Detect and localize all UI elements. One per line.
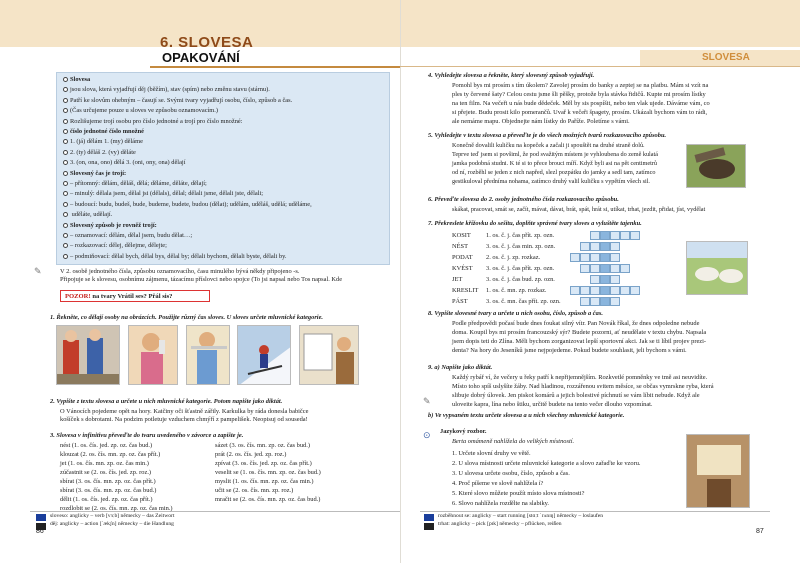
jazyk-item: 3. U slovesa určete osobu, číslo, způsob a čas. — [452, 470, 570, 477]
bullet-icon — [63, 87, 68, 92]
task3-item: dělit (1. os. čís. jed. zp. oz. čas přít.) — [60, 496, 153, 503]
header-rule — [400, 66, 800, 67]
crossword-word: PÁST — [452, 298, 468, 305]
task-heading: 9. a) Napište jako diktát. — [428, 364, 493, 371]
crossword-clue: 1. os. č. mn. zp. rozkaz. — [486, 287, 547, 294]
bullet-icon — [63, 212, 68, 217]
paragraph-line: Každý rybář ví, že večery u řeky patří k nepřijemnějším. Rozkvetlé pomněnky ve tmě asi neuvidíte. — [452, 374, 708, 381]
note-line: V 2. osobě jednotného čísla, způsobu oznamovacího, času minulého bývá někdy připojeno -s. — [60, 268, 300, 275]
task-heading: 7. Překreslete křížovku do sešitu, doplňte správné tvary sloves a vyluštěte tajenku. — [428, 220, 642, 227]
vocab-line: trhat: anglicky – pick [pɪk] německy – pflücken, reißen — [438, 521, 562, 527]
page-number: 87 — [756, 528, 764, 535]
theory-line — [63, 201, 312, 209]
crossword-cell — [590, 231, 600, 240]
theory-text: – rozkazovací: dělej, dělejme, dělejte; — [70, 242, 167, 250]
bullet-icon — [63, 171, 68, 176]
task3-item: veselit se (1. os. čís. mn. zp. oz. čas bud.) — [215, 469, 321, 476]
jazyk-sentence: Berta omámeně nahlížela do velikých místností. — [452, 438, 575, 445]
task3-item: mračit se (2. os. čís. mn. zp. oz. čas bud.) — [215, 496, 321, 503]
crossword-cell — [610, 275, 620, 284]
pencil-icon: ✎ — [423, 396, 431, 406]
bullet-icon — [63, 139, 68, 144]
crossword-cell — [590, 242, 600, 251]
photo-man-painting — [299, 325, 359, 385]
crossword-cell — [620, 264, 630, 273]
crossword-cell — [620, 286, 630, 295]
task6-text: skákat, pracovat, smát se, začít, mávat, dávat, brát, spát, hrát si, utíkat, trhat, jezdit, přidat, jíst, vydělat — [452, 206, 706, 213]
paragraph-line: Místo toho spíš uslyšíte žáby. Nad hladinou, rozzářenou svitem měsíce, se občas vymrskne ryba, která — [452, 383, 714, 390]
theory-line — [63, 232, 192, 240]
theory-text: uděláte, udělají. — [70, 211, 113, 219]
paragraph-line: Teprve teď jsem si povšiml, že pod svažitým místem je vyhloubena do země kulatá — [452, 151, 658, 158]
crossword-cell — [590, 275, 600, 284]
section-tab: SLOVESA — [640, 50, 800, 66]
theory-line — [63, 97, 292, 105]
crossword-cell — [600, 242, 610, 251]
task-heading: 5. Vyhledejte v textu slovesa a převeďte je do všech možných tvarů rozkazovacího způsobu. — [428, 132, 667, 139]
task-2: 2. Vypište z textu slovesa a určete u nich mluvnické kategorie. Potom napište jako diktát. — [50, 398, 283, 405]
theory-line — [63, 190, 263, 198]
crossword-word: KOSIT — [452, 232, 471, 239]
crossword-clue: 3. os. č. j. čas přít. zp. ozn. — [486, 265, 555, 272]
title-rule — [150, 66, 400, 68]
theory-text: Slovesný způsob je rovněž trojí: — [70, 221, 157, 229]
jazyk-item: 6. Slovo nahlížela rozdělte na slabiky. — [452, 500, 550, 507]
jazyk-item: 4. Proč píšeme ve slově nahlížela í? — [452, 480, 544, 487]
crossword-cell — [630, 286, 640, 295]
pozor-label: POZOR! — [65, 293, 91, 300]
paragraph-line: Podle předpovědi počasí bude dnes foukat silný vítr. Pan Novák říkal, že dnes odpoledne nebude — [452, 320, 700, 327]
photo-girl-flute — [186, 325, 230, 385]
theory-text: Rozlišujeme trojí osobu pro číslo jednotné a trojí pro číslo množné: — [70, 117, 243, 125]
paragraph-line: od ní, rozběhl se jeden z nich napřed, slezl pozpátku do jamky a sedl tam, zatímco — [452, 169, 656, 176]
bullet-icon — [63, 150, 68, 155]
theory-text: – minulý: dělala jsem, dělal jsi (dělals), dělal; dělali jsme, dělali jste, dělali; — [70, 190, 264, 198]
crossword-word: KVÉST — [452, 265, 473, 272]
bullet-icon — [63, 254, 68, 259]
photo-beetle — [686, 144, 746, 188]
theory-text: Slovesa — [70, 76, 91, 83]
pozor-box — [60, 290, 210, 302]
photo-skier — [237, 325, 291, 385]
uk-flag-icon — [36, 514, 46, 521]
bullet-icon — [63, 181, 68, 186]
photo-sheep — [686, 241, 748, 295]
theory-line — [63, 211, 112, 219]
theory-line — [63, 253, 286, 261]
crossword-cell — [600, 264, 610, 273]
theory-text: – podmiňovací: dělal bych, dělal bys, dělal by; dělali bychom, dělali byste, dělali by. — [70, 252, 287, 260]
paragraph-line: uloveite kapra, lína nebo štiku, určitě budete na tento večer dlouho vzpomínat. — [452, 401, 653, 408]
crossword-word: PODAT — [452, 254, 473, 261]
theory-text: Patří ke slovům ohebným – časují se. Svými tvary vyjadřují osobu, číslo, způsob a čas. — [70, 96, 293, 104]
photo-children — [56, 325, 120, 385]
paragraph-line: slibuje dobrý úlovek. Jen piskot komárů a jejich bolestivé píchnutí se vám líbit nebude. Když ale — [452, 392, 700, 399]
crossword-cell — [610, 286, 620, 295]
paragraph-line: na ten film. Na večeři u nás bude dědeček. Měl by sis pospíšit, nebo ten vlak ujede. Dáváme vám, co — [452, 100, 710, 107]
crossword-cell — [580, 264, 590, 273]
crossword-clue: 1. os. č. j. čas přít. zp. ozn. — [486, 232, 555, 239]
crossword-cell — [610, 253, 620, 262]
crossword-cell — [630, 231, 640, 240]
theory-line — [63, 138, 143, 146]
crossword-cell — [580, 242, 590, 251]
paragraph-line: denta? Na hory do Jeseníků jsme nejpojedeme. Pokud budete souhlasit, jeli bychom s vámi. — [452, 347, 687, 354]
crossword-cell — [610, 264, 620, 273]
paragraph-line: jamka podobná studni. K té si to přece brouci míří. Když byli asi na pět centimetrů — [452, 160, 657, 167]
vocab-line: sloveso: anglicky – verb [vɜːb] německy – das Zeitwort — [50, 513, 175, 519]
paragraph-line: gestikuloval předníma nohama, zatímco druhý valil kuličku s vypětím všech sil. — [452, 178, 650, 185]
theory-line — [63, 180, 207, 188]
task-heading: 4. Vyhledejte slovesa a řekněte, který slovesný způsob vyjadřují. — [428, 72, 595, 79]
task2-text: košíček s dobrotami. Na podzim potletuje vzduchem chmýří z pampelišek. Neopisuj od souseda! — [60, 416, 308, 423]
crossword-cell — [570, 286, 580, 295]
paragraph-line: Pomohl bys mi prosím s tím úkolem? Zavolej prosím do banky a zeptej se na platbu. Mám si vzít na — [452, 82, 709, 89]
task3-item: sbírat (3. os. čís. mn. zp. oz. čas bud.) — [60, 487, 157, 494]
bullet-icon — [63, 233, 68, 238]
theory-text: číslo jednotné číslo množné — [70, 128, 145, 135]
paragraph-line: doma. Koupil bys mi prosím francouzský sýr? Budete pozorni, ať neudělate v textu chybu. Napsala — [452, 329, 707, 336]
theory-text: 2. (ty) děláš 2. (vy) děláte — [70, 148, 136, 156]
theory-box — [56, 72, 390, 265]
paragraph-line: ples ty červené šaty? Celou cestu jsme šli pěšky, protože byla stávka řidičů. Kupte mi prosím lístky — [452, 91, 706, 98]
vocab-line: rozběhnout se: anglicky – start running [stɑːt ˈrʌnɪŋ] německy – loslaufen — [438, 513, 604, 519]
magnifier-icon: ⊙ — [423, 430, 431, 440]
crossword-clue: 3. os. č. j. čas min. zp. ozn. — [486, 243, 556, 250]
theory-line — [63, 222, 157, 230]
page-number: 86 — [36, 528, 44, 535]
crossword-cell — [600, 253, 610, 262]
pozor-text: na tvary Vrátil ses? Přál sis? — [92, 293, 173, 300]
jazyk-item: 5. Které slovo můžete použít místo slova místnosti? — [452, 490, 585, 497]
task3-item: zpívat (3. os. čís. jed. zp. oz. čas přít.) — [215, 460, 312, 467]
task2-text: O Vánocích pojedeme opět na hory. Katčiny oči šťastně zářily. Karkulka by ráda donesla babičce — [60, 408, 309, 415]
bullet-icon — [63, 98, 68, 103]
crossword-cell — [580, 297, 590, 306]
pencil-icon: ✎ — [34, 266, 42, 276]
page-title: 6. SLOVESA — [160, 34, 254, 51]
task3-item: učit se (2. os. čís. mn. zp. roz.) — [215, 487, 294, 494]
crossword-cell — [620, 231, 630, 240]
crossword-cell — [570, 253, 580, 262]
crossword-cell — [590, 286, 600, 295]
bullet-icon — [63, 202, 68, 207]
bullet-icon — [63, 77, 68, 82]
theory-line — [63, 159, 185, 167]
crossword-word: NÉST — [452, 243, 468, 250]
task3-item: klouzat (2. os. čís. mn. zp. oz. čas přít.) — [60, 451, 161, 458]
theory-text: (Čas určujeme pouze u sloves ve způsobu oznamovacím.) — [70, 107, 219, 115]
theory-line — [63, 118, 243, 126]
theory-text: Slovesný čas je trojí: — [70, 169, 127, 177]
vocab-line: děj: anglicky – action [ˈækʃn] německy – die Handlung — [50, 521, 174, 527]
task9b: b) Ve vypsaném textu určete slovesa a u nich všechny mluvnické kategorie. — [428, 412, 625, 419]
task3-item: jet (1. os. čís. mn. zp. oz. čas min.) — [60, 460, 149, 467]
crossword-cell — [610, 242, 620, 251]
task3-item: myslit (1. os. čís. mn. zp. oz. čas min.) — [215, 478, 314, 485]
task3-item: rozdlobit se (2. os. čís. mn. zp. oz. čas min.) — [60, 505, 173, 512]
bullet-icon — [63, 223, 68, 228]
crossword-cell — [600, 297, 610, 306]
crossword-cell — [610, 297, 620, 306]
bullet-icon — [63, 243, 68, 248]
crossword-cell — [580, 286, 590, 295]
photo-interior — [686, 434, 750, 508]
task-3: 3. Slovesa v infinitivu převeďte do tvaru uvedeného v závorce a zapište je. — [50, 432, 244, 439]
note-line: Připojuje se k slovesu, osobnímu zájmenu, tázacímu příslovci nebo spojce (To jsi napsal nebo Tos napsal. Kde — [60, 276, 343, 283]
bullet-icon — [63, 191, 68, 196]
crossword-cell — [610, 231, 620, 240]
theory-text: jsou slova, která vyjadřují děj (běžím), stav (spím) nebo změnu stavu (stárnu). — [70, 86, 270, 94]
header-band — [401, 0, 800, 47]
paragraph-line: ale nemáme mapu. Objednejte nám lístky do Paříže. Poletíme s vámi. — [452, 118, 630, 125]
theory-text: – budoucí: budu, budeš, bude, budeme, budete, budou (dělat); udělám, uděláš, udělá; uděláme, — [70, 200, 312, 208]
theory-text: 3. (on, ona, ono) dělá 3. (oni, ony, ona) dělají — [70, 159, 186, 167]
task3-item: sbírat (3. os. čís. mn. zp. oz. čas přít.) — [60, 478, 156, 485]
crossword-cell — [600, 231, 610, 240]
crossword-cell — [580, 253, 590, 262]
crossword-cell — [590, 253, 600, 262]
theory-line — [63, 107, 218, 115]
bullet-icon — [63, 119, 68, 124]
crossword-word: KRESLIT — [452, 287, 479, 294]
crossword-cell — [600, 286, 610, 295]
crossword-cell — [600, 275, 610, 284]
jazyk-item: 2. U slova místnosti určete mluvnické kategorie a slovo zařaďte ke vzoru. — [452, 460, 641, 467]
theory-text: – přítomný: dělám, děláš, dělá; děláme, děláte, dělají; — [70, 180, 207, 187]
theory-line — [63, 128, 144, 136]
paragraph-line: si přejete. Budu prosit kilo pomerančů. Uvař k večeři špagety, prosím. Ukázali bychom vám to rádi, — [452, 109, 708, 116]
theory-text: 1. (já) dělám 1. (my) děláme — [70, 138, 143, 146]
task3-item: nést (1. os. čís. jed. zp. oz. čas bud.) — [60, 442, 153, 449]
theory-text: – oznamovací: dělám, dělal jsem, budu dělat…; — [70, 232, 193, 239]
task-heading: 6. Převeďte slovesa do 2. osoby jednotného čísla rozkazovacího způsobu. — [428, 196, 619, 203]
paragraph-line: Konečně dovalili kuličku na kopeček a začali ji spouštět na druhé straně dolů. — [452, 142, 645, 149]
crossword-clue: 2. os. č. j. zp. rozkaz. — [486, 254, 541, 261]
task3-item: prát (2. os. čís. jed. zp. roz.) — [215, 451, 287, 458]
de-flag-icon — [424, 523, 434, 530]
crossword-cell — [590, 264, 600, 273]
paragraph-line: jsem dopis teti do Zlína. Měli bychom zorganizovat lepší sportovní akci. Jak se ti líbil projev prezi- — [452, 338, 707, 345]
crossword-word: JET — [452, 276, 463, 283]
task-heading: 8. Vypište slovesné tvary a určete u nich osobu, číslo, způsob a čas. — [428, 310, 603, 317]
crossword-clue: 3. os. č. mn. čas přít. zp. ozn. — [486, 298, 561, 305]
theory-line — [63, 76, 90, 84]
task-1: 1. Řekněte, co dělají osoby na obrázcích. Použijte různý čas sloves. U sloves určete mluvnické kategorie. — [50, 314, 324, 321]
jazyk-item: 1. Určete slovní druhy ve větě. — [452, 450, 531, 457]
theory-line — [63, 170, 126, 178]
crossword-clue: 3. os. č. j. čas bud. zp. ozn. — [486, 276, 555, 283]
task3-item: sázet (3. os. čís. mn. zp. oz. čas bud.) — [215, 442, 310, 449]
bullet-icon — [63, 129, 68, 134]
photo-girl-drinking — [128, 325, 178, 385]
jazyk-title: Jazykový rozbor. — [440, 428, 487, 435]
crossword-cell — [590, 297, 600, 306]
theory-line — [63, 149, 136, 157]
uk-flag-icon — [424, 514, 434, 521]
task3-item: zúčastnit se (2. os. čís. jed. zp. roz.) — [60, 469, 152, 476]
theory-line — [63, 242, 167, 250]
bullet-icon — [63, 160, 68, 165]
theory-line — [63, 86, 270, 94]
bullet-icon — [63, 108, 68, 113]
page-subtitle: OPAKOVÁNÍ — [162, 50, 240, 65]
